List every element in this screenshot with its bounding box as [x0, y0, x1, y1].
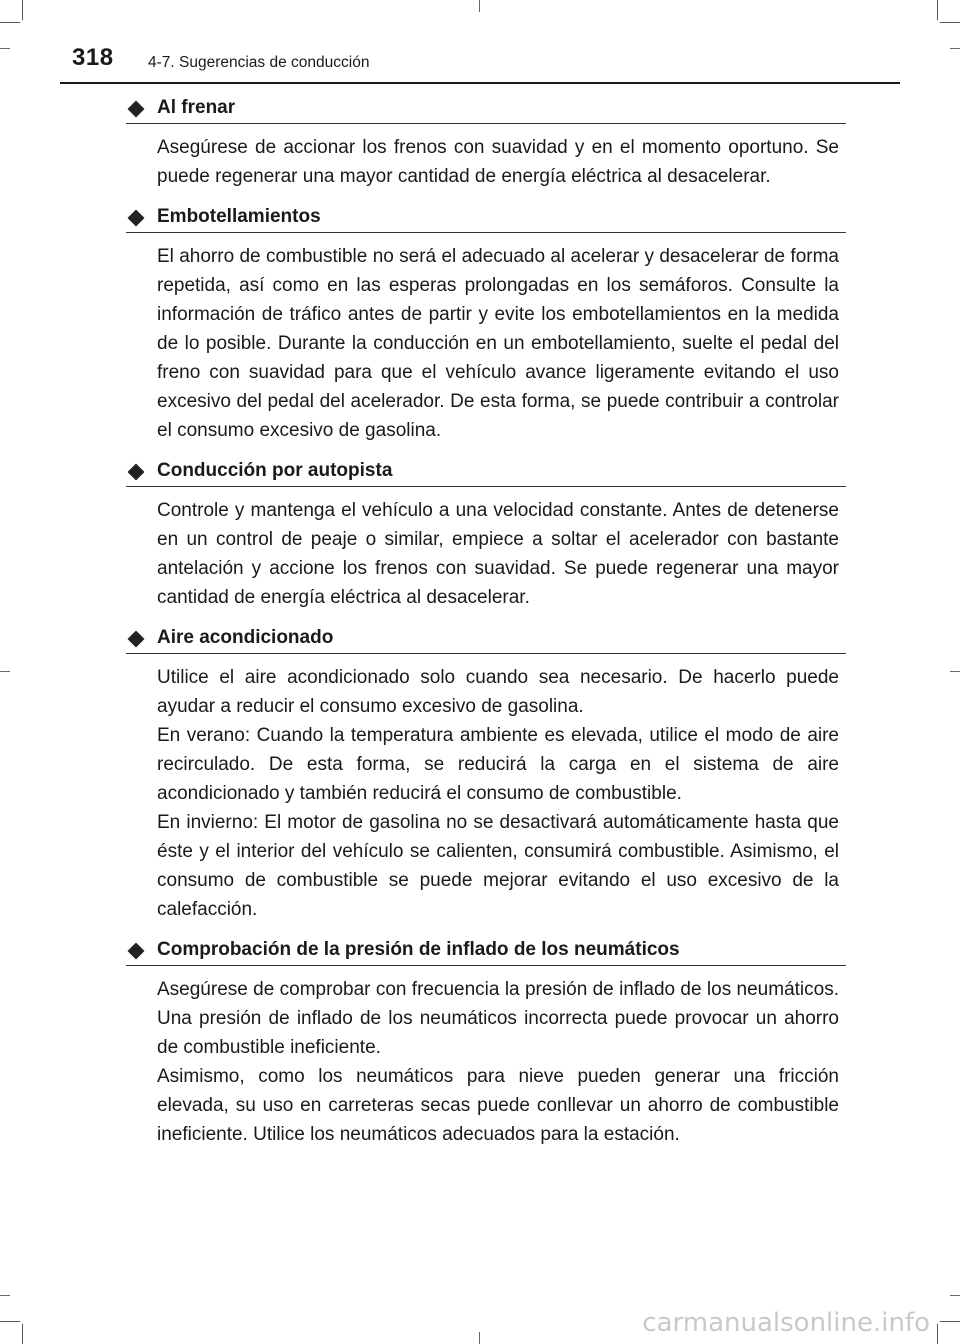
section	[0, 457, 960, 612]
section-header	[126, 203, 846, 233]
page-content	[0, 94, 960, 1161]
diamond-bullet-icon	[128, 210, 145, 227]
section-title: Embotellamientos	[157, 206, 321, 227]
section-header	[126, 94, 846, 124]
section	[0, 624, 960, 924]
diamond-bullet-icon	[128, 631, 145, 648]
section	[0, 94, 960, 191]
section-title: Aire acondicionado	[157, 627, 334, 648]
section-title: Conducción por autopista	[157, 460, 393, 481]
paragraph: En verano: Cuando la temperatura ambiente es elevada, utilice el modo de aire recirculado. De esta forma, se reducirá la carga en el sistema de aire acondicionado y también reducirá el consumo de combustible.	[157, 725, 839, 804]
section	[0, 936, 960, 1149]
paragraph: Asegúrese de comprobar con frecuencia la presión de inflado de los neumáticos. Una presión de inflado de los neumáticos incorrecta puede provocar un ahorro de combustible ineficiente.	[157, 979, 839, 1058]
paragraph: Utilice el aire acondicionado solo cuando sea necesario. De hacerlo puede ayudar a reducir el consumo excesivo de gasolina.	[157, 667, 839, 717]
paragraph: El ahorro de combustible no será el adecuado al acelerar y desacelerar de forma repetida, así como en las esperas prolongadas en los semáforos. Consulte la información de tráfico antes de partir y evite los embotellamientos en la medida de lo posible. Durante la conducción en un embotellamiento, suelte el pedal del freno con suavidad para que el vehículo avance ligeramente evitando el uso excesivo del pedal del acelerador. De esta forma, se puede contribuir a controlar el consumo excesivo de gasolina.	[157, 246, 839, 441]
section-header	[126, 457, 846, 487]
section-title: Al frenar	[157, 97, 236, 118]
paragraph: Asegúrese de accionar los frenos con suavidad y en el momento oportuno. Se puede regenerar una mayor cantidad de energía eléctrica al desacelerar.	[157, 137, 839, 187]
section-body	[157, 496, 839, 612]
section-header	[126, 624, 846, 654]
paragraph: En invierno: El motor de gasolina no se desactivará automáticamente hasta que éste y el interior del vehículo se calienten, consumirá combustible. Asimismo, el consumo de combustible se puede mejorar evitando el uso excesivo de la calefacción.	[157, 812, 839, 920]
section-body	[157, 133, 839, 191]
page-number: 318	[72, 44, 114, 71]
paragraph: Asimismo, como los neumáticos para nieve pueden generar una fricción elevada, su uso en carreteras secas puede conllevar un ahorro de combustible ineficiente. Utilice los neumáticos adecuados para la estación.	[157, 1066, 839, 1145]
section-header	[126, 936, 846, 966]
paragraph: Controle y mantenga el vehículo a una velocidad constante. Antes de detenerse en un control de peaje o similar, empiece a soltar el acelerador con bastante antelación y accione los frenos con suavidad. Se puede regenerar una mayor cantidad de energía eléctrica al desacelerar.	[157, 500, 839, 608]
section	[0, 203, 960, 445]
diamond-bullet-icon	[128, 101, 145, 118]
diamond-bullet-icon	[128, 464, 145, 481]
header-divider	[60, 82, 900, 84]
section-body	[157, 242, 839, 445]
watermark: carmanualsonline.info	[642, 1308, 930, 1338]
section-title: Comprobación de la presión de inflado de los neumáticos	[157, 939, 680, 960]
header-title: 4-7. Sugerencias de conducción	[148, 54, 370, 71]
diamond-bullet-icon	[128, 943, 145, 960]
section-body	[157, 663, 839, 924]
section-body	[157, 975, 839, 1149]
